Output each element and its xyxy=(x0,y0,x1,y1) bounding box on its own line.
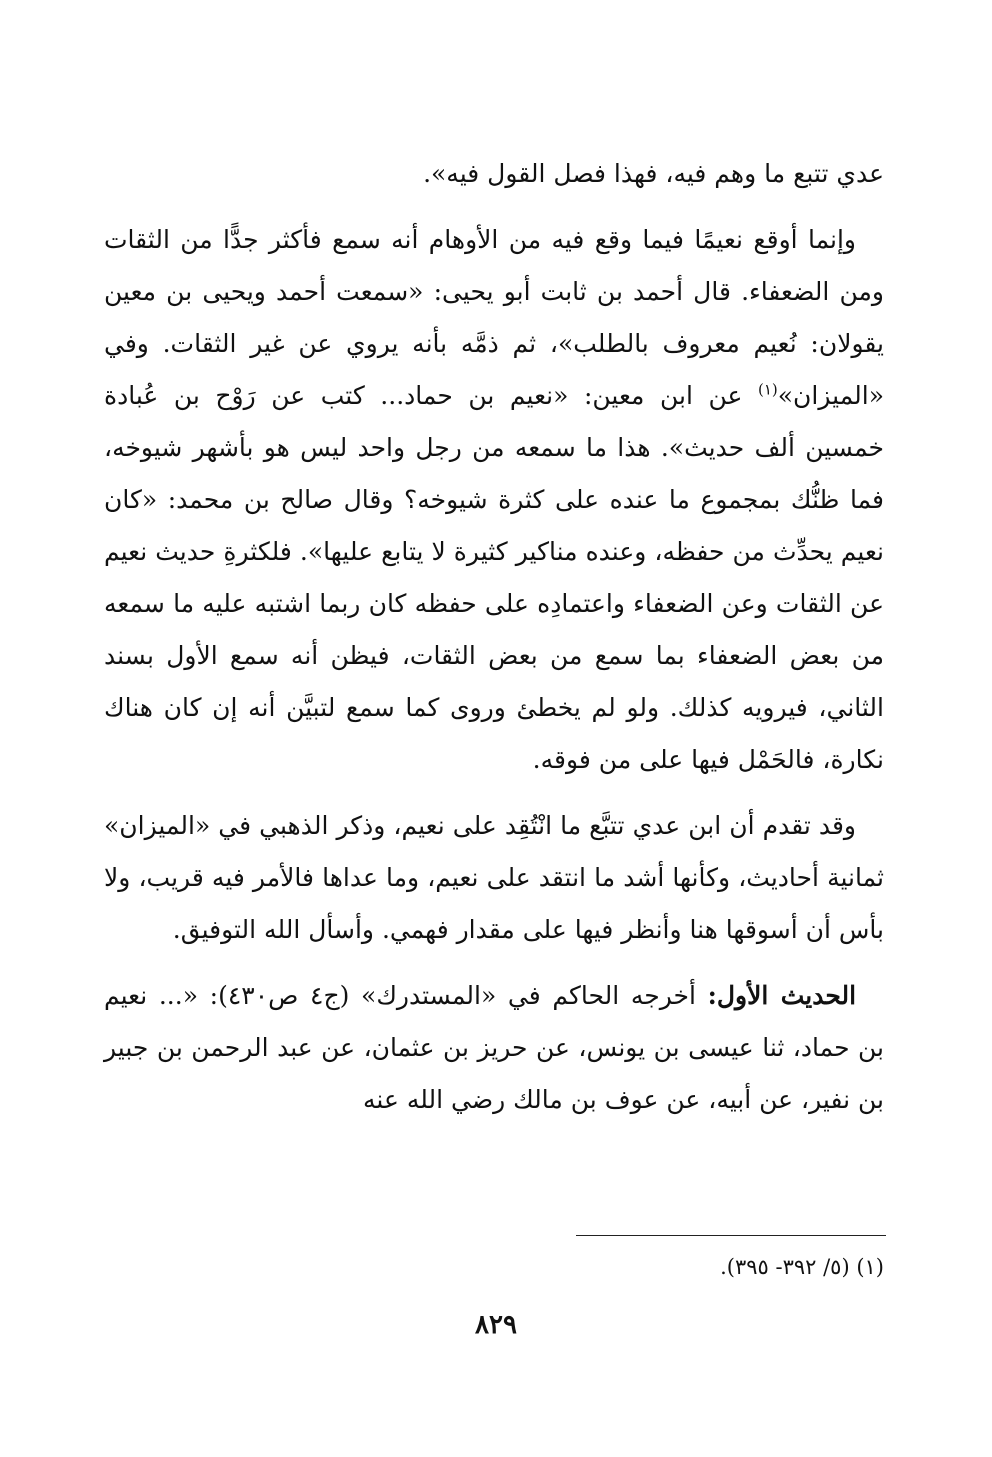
paragraph-first-hadith xyxy=(104,970,884,1126)
paragraph-continuation: عدي تتبع ما وهم فيه، فهذا فصل القول فيه». xyxy=(423,159,884,188)
paragraph-nuaym-reasons xyxy=(104,214,884,786)
paragraph-gap xyxy=(104,786,884,800)
paragraph-text-a: وإنما أوقع نعيمًا فيما وقع فيه من الأوهام أنه سمع فأكثر جدًّا من الثقات ومن الضعفاء. قال أحمد بن ثابت أبو يحيى: «سمعت أحمد ويحيى بن معين يقولان: نُعيم معروف بالطلب»، ثم ذمَّه بأنه يروي عن غير الثقات. وفي «الميزان» xyxy=(104,225,884,410)
first-hadith-text: أخرجه الحاكم في «المستدرك» (ج٤ ص٤٣٠): «... نعيم بن حماد، ثنا عيسى بن يونس، عن حريز بن عثمان، عن عبد الرحمن بن جبير بن نفير، عن أبيه، عن عوف بن مالك رضي الله عنه xyxy=(104,981,884,1114)
paragraph-gap xyxy=(104,200,884,214)
footnote-divider xyxy=(576,1235,886,1236)
footnote-marker[interactable]: (١) xyxy=(757,380,778,399)
paragraph-text-b: عن ابن معين: «نعيم بن حماد... كتب عن رَوْح بن عُبادة خمسين ألف حديث». هذا ما سمعه من رجل واحد ليس هو بأشهر شيوخه، فما ظنُّك بمجموع ما عنده على كثرة شيوخه؟ وقال صالح بن محمد: «كان نعيم يحدِّث من حفظه، وعنده مناكير كثيرة لا يتابع عليها». فلكثرةِ حديث نعيم عن الثقات وعن الضعفاء واعتمادِه على حفظه كان ربما اشتبه عليه ما سمعه من بعض الضعفاء بما سمع من بعض الثقات، فيظن أنه سمع الأول بسند الثاني، فيرويه كذلك. ولو لم يخطئ وروى كما سمع لتبيَّن أنه إن كان هناك نكارة، فالحَمْل فيها على من فوقه. xyxy=(104,381,884,774)
paragraph-dhahabi-mizan: وقد تقدم أن ابن عدي تتبَّع ما انْتُقِد على نعيم، وذكر الذهبي في «الميزان» ثمانية أحاديث، وكأنها أشد ما انتقد على نعيم، وما عداها فالأمر فيه قريب، ولا بأس أن أسوقها هنا وأنظر فيها على مقدار فهمي. وأسأل الله التوفيق. xyxy=(104,811,884,944)
footnote: (١) (٥/ ٣٩٢- ٣٩٥). xyxy=(720,1255,884,1279)
main-text xyxy=(104,148,884,1126)
page-number: ٨٢٩ xyxy=(475,1310,517,1340)
paragraph-gap xyxy=(104,956,884,970)
first-hadith-heading: الحديث الأول: xyxy=(707,981,857,1010)
